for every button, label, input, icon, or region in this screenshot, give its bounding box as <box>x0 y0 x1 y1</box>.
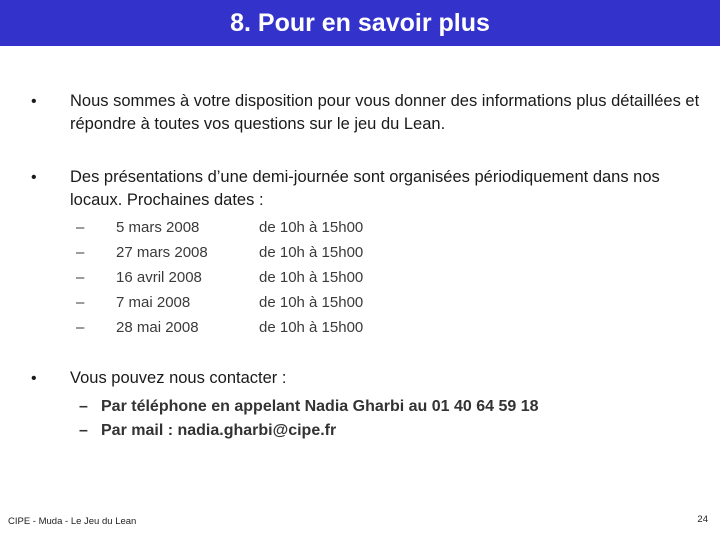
bullet-marker: • <box>31 169 37 186</box>
date-time: de 10h à 15h00 <box>259 219 364 236</box>
date-time: de 10h à 15h00 <box>259 319 364 336</box>
contacts-list <box>79 395 679 443</box>
title-bar <box>0 0 720 46</box>
list-item <box>79 395 679 419</box>
list-item <box>76 215 416 240</box>
list-item <box>79 419 679 443</box>
page-number: 24 <box>697 514 708 525</box>
date-day: 16 avril 2008 <box>116 269 202 286</box>
date-day: 7 mai 2008 <box>116 294 191 311</box>
dash-marker: – <box>76 294 85 311</box>
dash-marker: – <box>76 244 85 261</box>
dash-marker: – <box>79 422 88 439</box>
bullet-marker: • <box>31 93 37 110</box>
footer-text: CIPE - Muda - Le Jeu du Lean <box>8 516 137 527</box>
dash-marker: – <box>76 319 85 336</box>
dash-marker: – <box>79 398 88 415</box>
date-time: de 10h à 15h00 <box>259 244 364 261</box>
list-item <box>76 315 416 340</box>
dash-marker: – <box>76 219 85 236</box>
bullet-text: Des présentations d’une demi-journée sont organisées périodiquement dans nos locaux. Prochaines dates : <box>70 168 660 209</box>
slide-title: 8. Pour en savoir plus <box>230 8 490 37</box>
contact-phone: Par téléphone en appelant Nadia Gharbi au 01 40 64 59 18 <box>101 398 539 415</box>
list-item <box>76 290 416 315</box>
list-item <box>76 265 416 290</box>
date-time: de 10h à 15h00 <box>259 294 364 311</box>
contact-email: Par mail : nadia.gharbi@cipe.fr <box>101 422 337 439</box>
dates-list <box>76 215 416 340</box>
date-day: 28 mai 2008 <box>116 319 199 336</box>
date-day: 5 mars 2008 <box>116 219 200 236</box>
bullet-marker: • <box>31 370 37 387</box>
date-day: 27 mars 2008 <box>116 244 208 261</box>
bullet-text: Nous sommes à votre disposition pour vous donner des informations plus détaillées et répondre à toutes vos questions sur le jeu du Lean. <box>70 92 700 133</box>
bullet-text: Vous pouvez nous contacter : <box>70 369 287 387</box>
list-item <box>76 240 416 265</box>
date-time: de 10h à 15h00 <box>259 269 364 286</box>
dash-marker: – <box>76 269 85 286</box>
